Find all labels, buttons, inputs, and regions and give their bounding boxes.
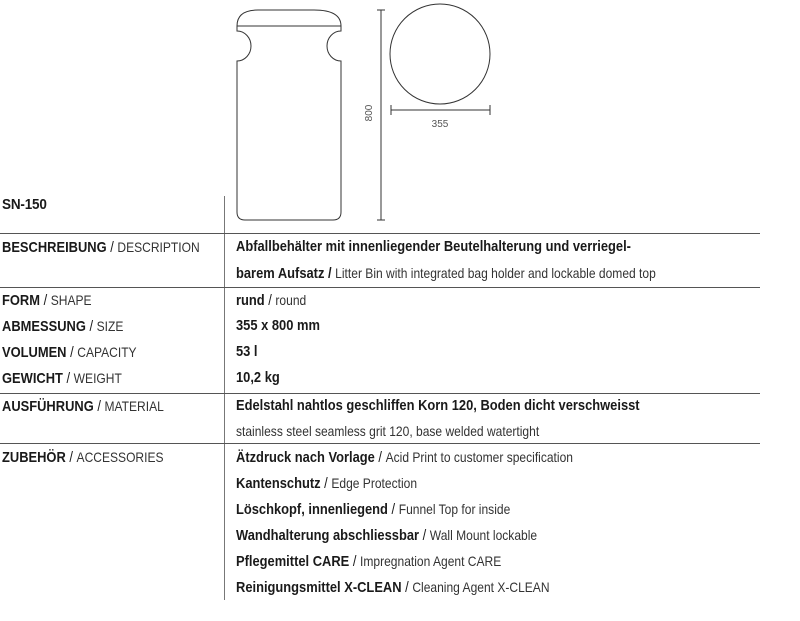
column-divider [224, 196, 225, 600]
accessory-item: Reinigungsmittel X-CLEAN / Cleaning Agent X-CLEAN [236, 579, 550, 596]
size-label: ABMESSUNG / SIZE [2, 318, 124, 335]
bin-top-view [390, 4, 490, 104]
description-value-line1: Abfallbehälter mit innenliegender Beutelhalterung und verriegel- [236, 238, 631, 255]
material-value-de: Edelstahl nahtlos geschliffen Korn 120, Boden dicht verschweisst [236, 397, 640, 414]
technical-drawing [0, 0, 800, 230]
height-dim-label: 800 [364, 104, 375, 122]
accessory-item: Pflegemittel CARE / Impregnation Agent CARE [236, 553, 502, 570]
capacity-label: VOLUMEN / CAPACITY [2, 344, 137, 361]
capacity-value: 53 l [236, 343, 258, 360]
weight-label: GEWICHT / WEIGHT [2, 370, 122, 387]
bin-side-view [237, 10, 341, 220]
accessory-item: Wandhalterung abschliessbar / Wall Mount lockable [236, 527, 538, 544]
accessory-item: Ätzdruck nach Vorlage / Acid Print to customer specification [236, 449, 573, 466]
divider [0, 287, 760, 288]
material-value-en: stainless steel seamless grit 120, base welded watertight [236, 423, 540, 439]
weight-value: 10,2 kg [236, 369, 280, 386]
accessory-item: Kantenschutz / Edge Protection [236, 475, 418, 492]
shape-label: FORM / SHAPE [2, 292, 92, 309]
width-dim-label: 355 [431, 119, 449, 130]
accessories-label: ZUBEHÖR / ACCESSORIES [2, 449, 164, 466]
material-label: AUSFÜHRUNG / MATERIAL [2, 398, 164, 415]
model-number: SN-150 [2, 196, 47, 213]
shape-value: rund / round [236, 292, 307, 309]
description-value-line2: barem Aufsatz / Litter Bin with integrated bag holder and lockable domed top [236, 265, 656, 282]
size-value: 355 x 800 mm [236, 317, 320, 334]
accessory-item: Löschkopf, innenliegend / Funnel Top for inside [236, 501, 511, 518]
description-label: BESCHREIBUNG / DESCRIPTION [2, 239, 200, 256]
